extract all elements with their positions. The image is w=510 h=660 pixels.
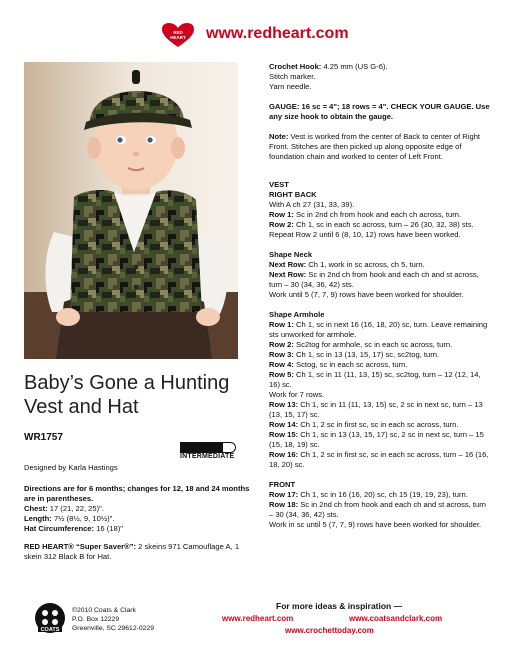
chest-value: 17 (21, 22, 25)".: [47, 504, 104, 513]
copyright: ©2010 Coats & Clark: [72, 607, 136, 614]
hat-value: 16 (18)": [94, 524, 123, 533]
section-shape-armhole: Shape Armhole: [269, 310, 325, 319]
row-label: Next Row:: [269, 270, 307, 279]
city-line: Greenville, SC 29612-0229: [72, 625, 154, 632]
instruction-line: Ch 1, work in sc across, ch 5, turn.: [306, 260, 425, 269]
instruction-line: Ch 1, sc in 13 (13, 15, 17) sc, sc2tog, turn.: [293, 350, 440, 359]
row-label: Row 15:: [269, 430, 299, 439]
directions-note: Directions are for 6 months; changes for 12, 18 and 24 months are in parentheses.: [24, 484, 250, 503]
row-label: Row 17:: [269, 490, 299, 499]
row-label: Row 4:: [269, 360, 294, 369]
pattern-photo: [24, 62, 238, 359]
length-value: 7½ (8½, 9, 10½)".: [51, 514, 115, 523]
row-label: Row 14:: [269, 420, 299, 429]
pattern-code: WR1757: [24, 432, 63, 443]
gauge-check: CHECK YOUR GAUGE. Use any size hook to obtain the gauge.: [269, 102, 490, 121]
row-label: Row 5:: [269, 370, 294, 379]
section-right-back: RIGHT BACK: [269, 190, 317, 199]
hat-label: Hat Circumference:: [24, 524, 95, 533]
instruction-line: Ch 1, sc in 16 (16, 20) sc, ch 15 (19, 19, 23), turn.: [298, 490, 468, 499]
designer-credit: Designed by Karla Hastings: [24, 463, 118, 472]
instruction-line: Sc in 2nd ch from hook and each ch and st across, turn – 30 (34, 36, 42) sts.: [269, 270, 479, 289]
svg-text:HEART: HEART: [170, 35, 186, 40]
row-label: Row 13:: [269, 400, 299, 409]
instruction-line: Work until 5 (7, 7, 9) rows have been worked for shoulder.: [269, 290, 464, 299]
footer-address: [72, 606, 154, 633]
hook-value: 4.25 mm (US G-6).: [321, 62, 388, 71]
row-label: Next Row:: [269, 260, 307, 269]
instruction-line: Ch 1, 2 sc in first sc, sc in each sc across, turn.: [298, 420, 459, 429]
instruction-line: Ch 1, sc in 11 (11, 13, 15) sc, 2 sc in next sc, turn – 13 (13, 15, 17) sc.: [269, 400, 483, 419]
skill-level-label: INTERMEDIATE: [180, 453, 235, 460]
instruction-line: Work in sc until 5 (7, 7, 9) rows have been worked for shoulder.: [269, 520, 482, 529]
row-label: Row 18:: [269, 500, 299, 509]
svg-text:RED: RED: [173, 30, 183, 35]
instruction-line: With A ch 27 (31, 33, 39).: [269, 200, 355, 209]
note-label: Note:: [269, 132, 289, 141]
footer-ideas: For more ideas & inspiration —: [276, 601, 403, 611]
row-label: Row 3:: [269, 350, 294, 359]
instruction-line: Ch 1, sc in each sc across, turn – 26 (30, 32, 38) sts.: [293, 220, 474, 229]
page-header: [160, 22, 349, 46]
hook-label: Crochet Hook:: [269, 62, 322, 71]
instruction-line: Ch 1, 2 sc in first sc, sc in each sc across, turn – 16 (16, 18, 20) sc.: [269, 450, 489, 469]
instruction-line: Sc2tog for armhole, sc in each sc across, turn.: [293, 340, 453, 349]
section-vest: VEST: [269, 180, 289, 189]
instruction-line: Repeat Row 2 until 6 (8, 10, 12) rows have been worked.: [269, 230, 461, 239]
footer-link-coatsandclark[interactable]: www.coatsandclark.com: [349, 614, 443, 623]
footer-link-redheart[interactable]: www.redheart.com: [222, 614, 294, 623]
section-front: FRONT: [269, 480, 296, 489]
instruction-line: Ch 1, sc in 11 (11, 13, 15) sc, sc2tog, turn – 12 (12, 14, 16) sc.: [269, 370, 481, 389]
instruction-line: Sctog, sc in each sc across, turn.: [293, 360, 408, 369]
sizing-block: [24, 484, 250, 562]
row-label: Row 2:: [269, 220, 294, 229]
yarn-label: RED HEART® “Super Saver®”:: [24, 542, 137, 551]
gauge-value: 16 sc = 4"; 18 rows = 4".: [299, 102, 391, 111]
chest-label: Chest:: [24, 504, 48, 513]
coats-logo-text: COATS: [40, 627, 60, 633]
row-label: Row 16:: [269, 450, 299, 459]
section-shape-neck: Shape Neck: [269, 250, 313, 259]
row-label: Row 1:: [269, 320, 294, 329]
gauge-label: GAUGE:: [269, 102, 300, 111]
footer-link-crochettoday[interactable]: www.crochettoday.com: [285, 626, 374, 635]
notion-needle: Yarn needle.: [269, 82, 312, 91]
header-url[interactable]: www.redheart.com: [206, 25, 349, 42]
yarn-value: 2 skeins 971 Camouflage A, 1 skein 312 Black B for Hat.: [24, 542, 240, 561]
note-text: Vest is worked from the center of Back to center of Right Front. Stitches are then picked up along opposite edge of foundation chain and worked to center of Left Front.: [269, 132, 481, 161]
instruction-line: Sc in 2nd ch from hook and each ch across, turn.: [293, 210, 462, 219]
row-label: Row 2:: [269, 340, 294, 349]
instructions-column: [269, 62, 491, 530]
po-box: P.O. Box 12229: [72, 616, 120, 623]
instruction-line: Ch 1, sc in next 16 (16, 18, 20) sc, turn. Leave remaining sts unworked for armhole.: [269, 320, 488, 339]
instruction-line: Ch 1, sc in 13 (13, 15, 17) sc, 2 sc in next sc, turn – 15 (15, 18, 19) sc.: [269, 430, 484, 449]
red-heart-logo: [160, 22, 196, 46]
instruction-line: Work for 7 rows.: [269, 390, 325, 399]
instruction-line: Sc in 2nd ch from hook and each ch and st across, turn – 30 (34, 36, 42) sts.: [269, 500, 486, 519]
pattern-title: Baby’s Gone a Hunting Vest and Hat: [24, 372, 230, 418]
notion-marker: Stitch marker.: [269, 72, 316, 81]
coats-logo: [34, 602, 66, 639]
row-label: Row 1:: [269, 210, 294, 219]
length-label: Length:: [24, 514, 52, 523]
